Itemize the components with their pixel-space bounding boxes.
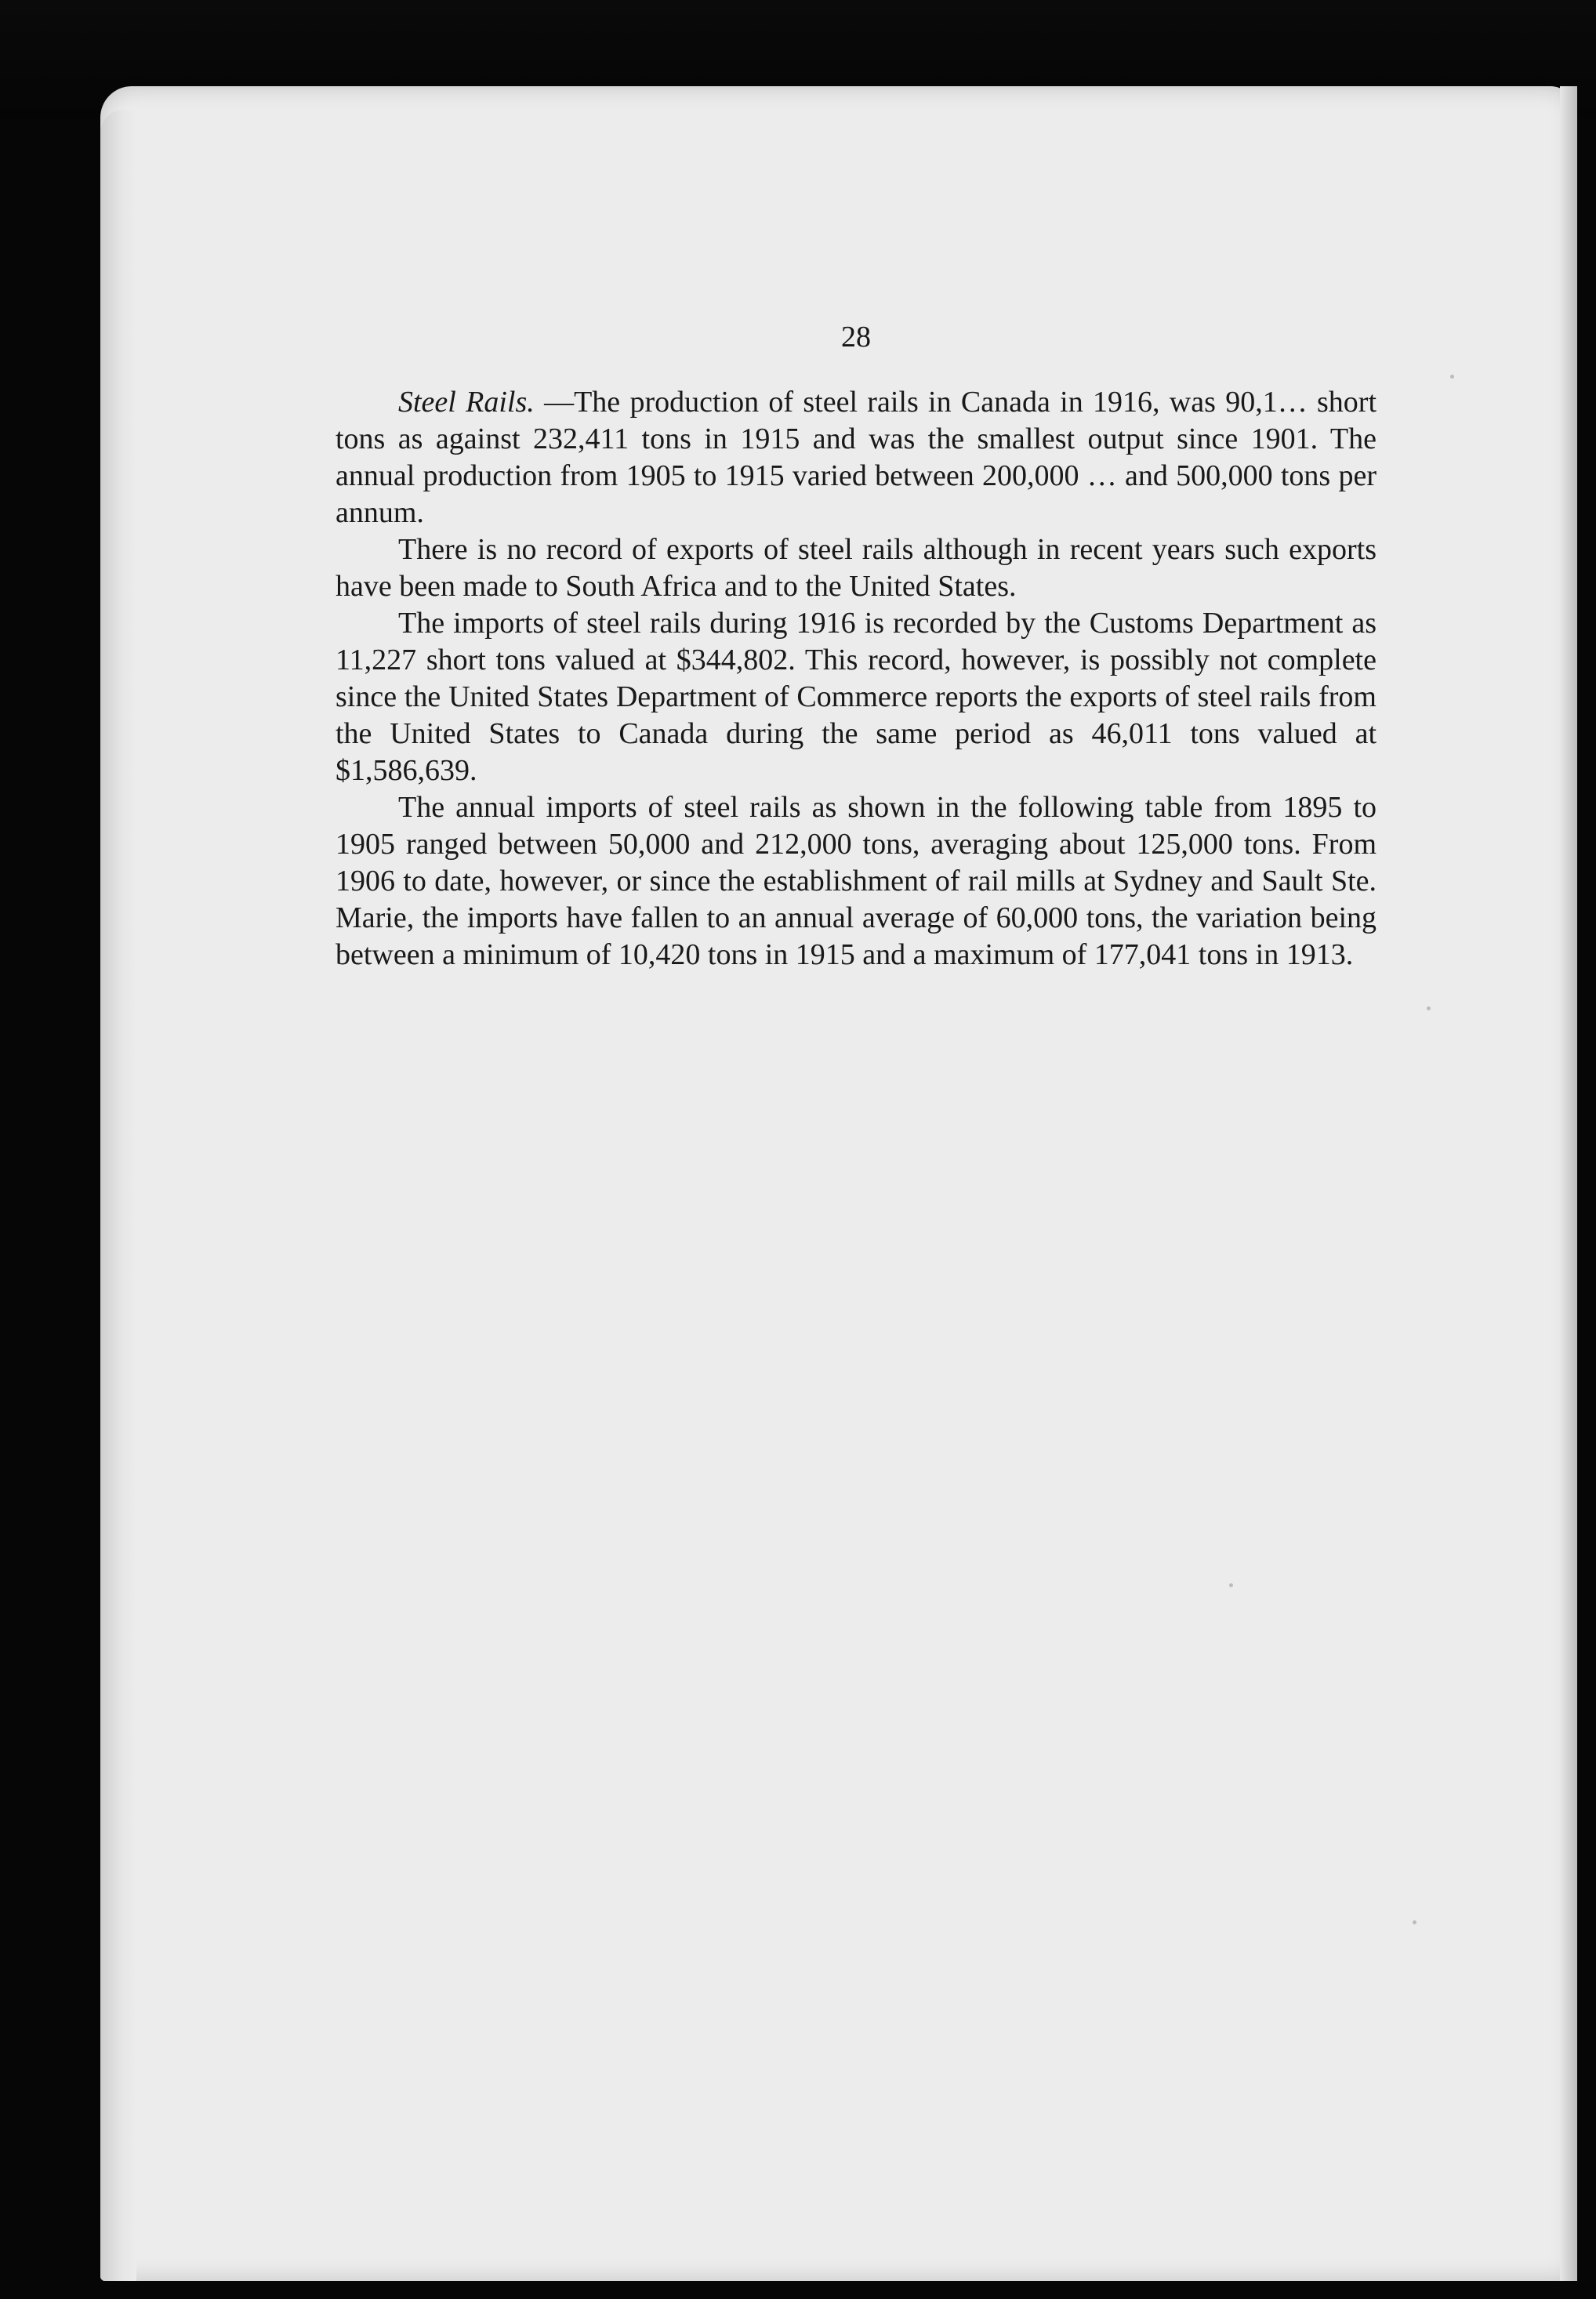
page-right-edge <box>1560 86 1577 2281</box>
paragraph-imports-1916: The imports of steel rails during 1916 is recorded by the Customs Department as 11,227 short tons valued at $344,802. This record, however, is possibly not complete since the United States Department of Commerce reports the exports of steel rails from the United States to Canada during the same period as 46,011 tons valued at $1,586,639. <box>336 607 1377 787</box>
document-body <box>336 384 1377 974</box>
paragraph-exports: There is no record of exports of steel rails although in recent years such exports have been made to South Africa and to the United States. <box>336 533 1377 603</box>
dust-speck <box>1229 1583 1233 1587</box>
dust-speck <box>1450 375 1454 379</box>
dust-speck <box>1427 1006 1431 1010</box>
paragraph-annual-imports: The annual imports of steel rails as shown in the following table from 1895 to 1905 ranged between 50,000 and 212,000 tons, averaging about 125,000 tons. From 1906 to date, however, or since the establishment of rail mills at Sydney and Sault Ste. Marie, the imports have fallen to an annual average of 60,000 tons, the variation being between a minimum of 10,420 tons in 1915 and a maximum of 177,041 tons in 1913. <box>336 791 1377 971</box>
paragraph-production <box>336 384 1377 531</box>
dust-speck <box>1413 1920 1416 1924</box>
page-binding-edge <box>100 110 136 2281</box>
section-heading: Steel Rails. <box>398 386 535 419</box>
page-number: 28 <box>841 321 871 354</box>
paragraph-text: —The production of steel rails in Canada in 1916, was 90,1… short tons as against 232,411 tons in 1915 and was the smallest output since 1901. The annual production from 1905 to 1915 varied between 200,000 … and 500,000 tons per annum. <box>336 386 1377 529</box>
